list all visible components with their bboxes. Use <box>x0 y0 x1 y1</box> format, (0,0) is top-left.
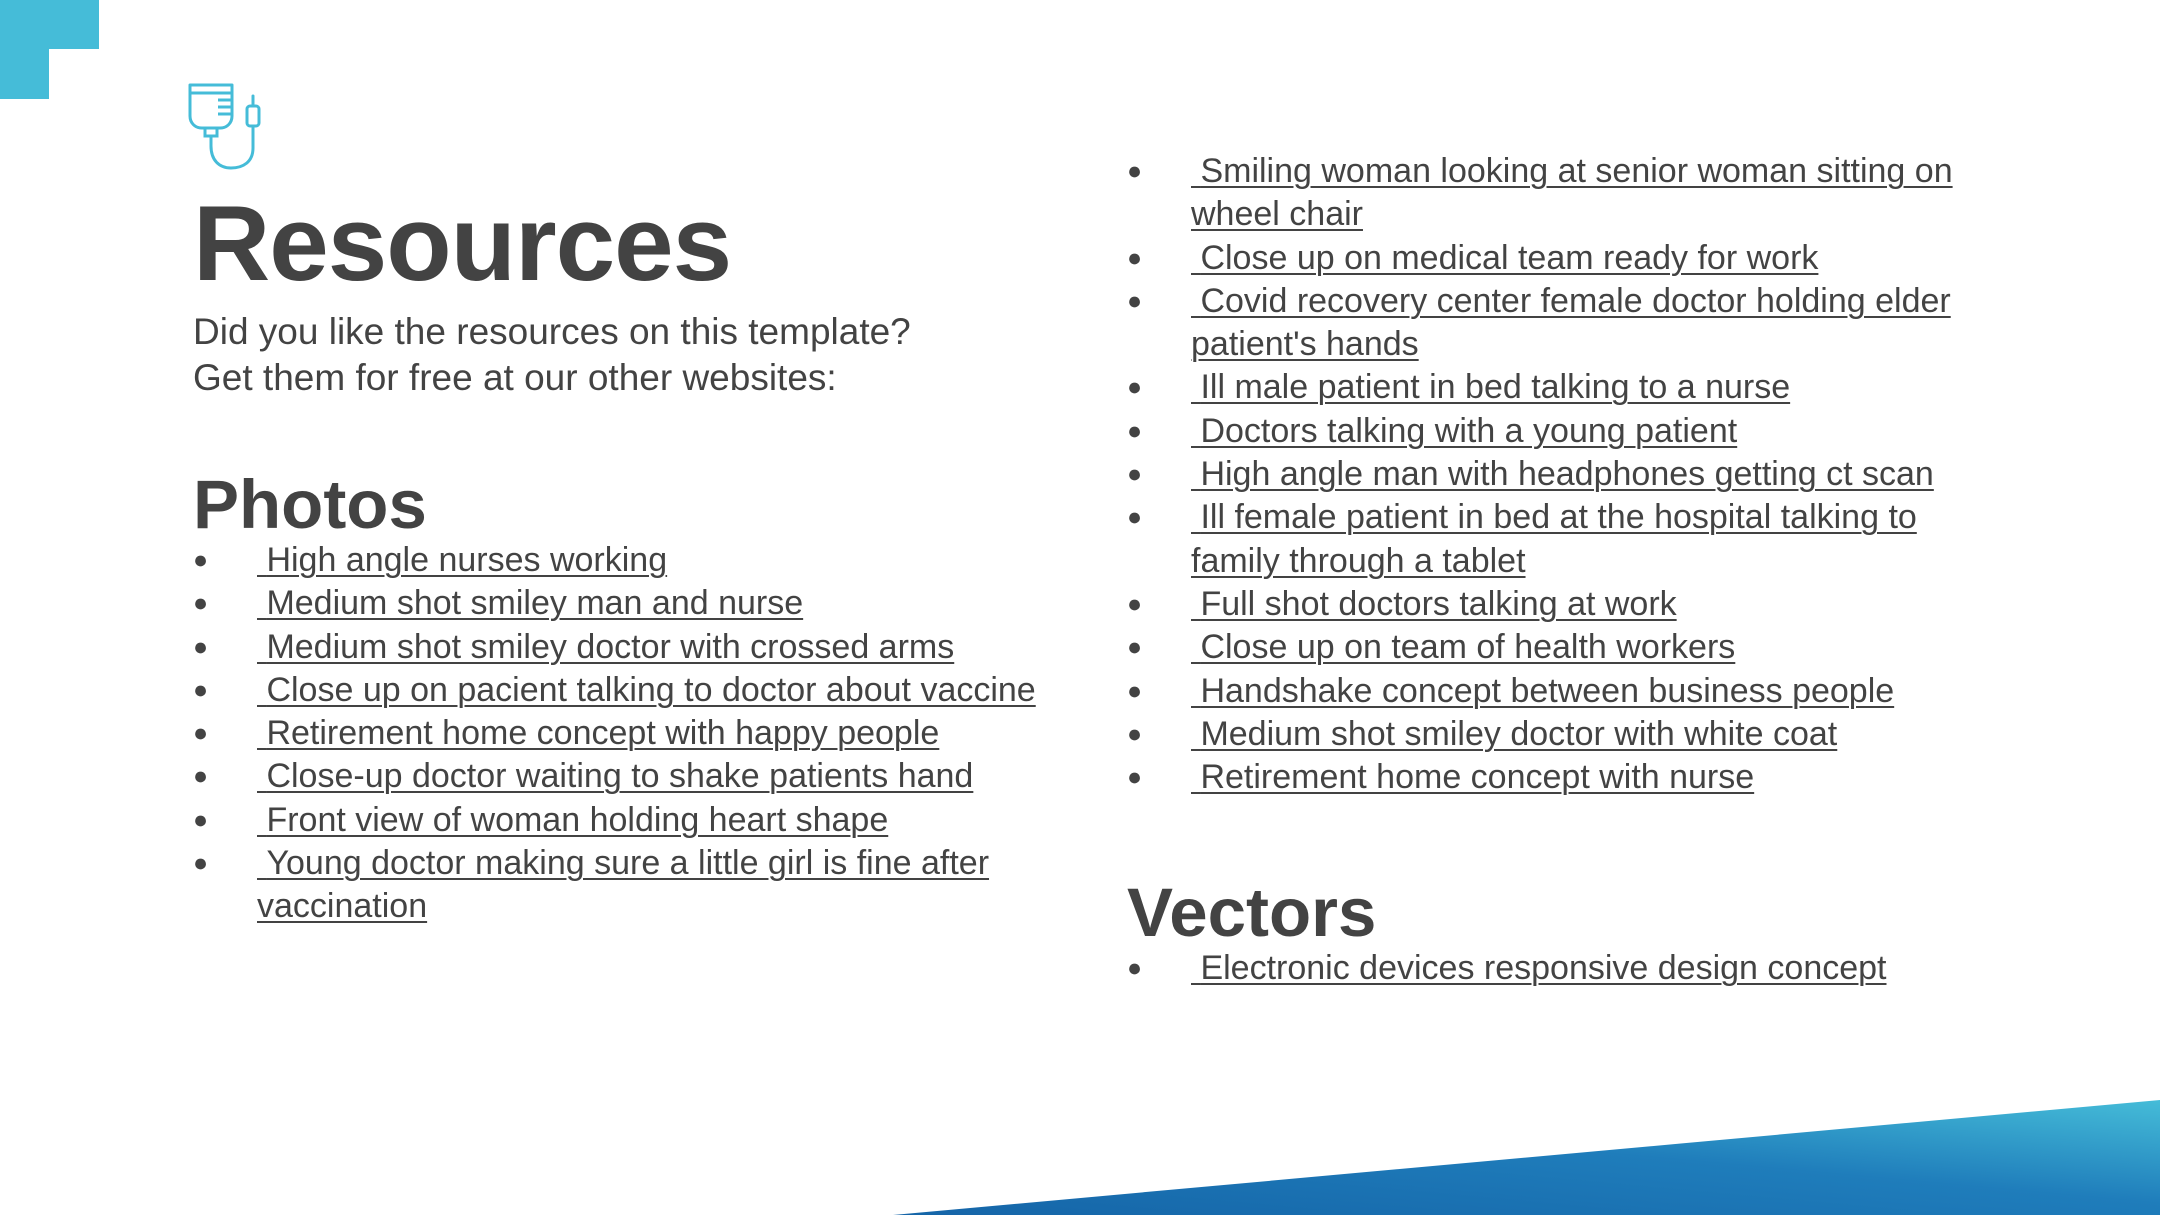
resource-link[interactable]: Front view of woman holding heart shape <box>266 800 889 839</box>
list-item <box>1127 626 2007 669</box>
bullet-icon: ● <box>1127 954 1143 983</box>
resource-link[interactable]: High angle man with headphones getting ct scan <box>1200 455 1934 494</box>
list-item <box>193 539 1073 582</box>
list-item <box>1127 756 2007 799</box>
list-item <box>1127 670 2007 713</box>
bullet-icon: ● <box>193 632 209 661</box>
list-item <box>1127 237 2007 280</box>
resource-link[interactable]: Smiling woman looking at senior woman sitting on wheel chair <box>1191 152 1953 234</box>
list-item <box>193 582 1073 625</box>
list-item <box>1127 583 2007 626</box>
bullet-icon: ● <box>1127 503 1143 532</box>
list-item <box>193 626 1073 669</box>
right-column <box>1127 150 2007 991</box>
resource-link[interactable]: Close up on pacient talking to doctor about vaccine <box>266 670 1036 709</box>
list-item <box>1127 280 2007 367</box>
list-item <box>193 669 1073 712</box>
bullet-icon: ● <box>1127 157 1143 185</box>
list-item <box>193 712 1073 755</box>
list-item <box>1127 713 2007 756</box>
resource-link[interactable]: Doctors talking with a young patient <box>1200 411 1738 450</box>
resource-link[interactable]: Handshake concept between business people <box>1200 671 1895 710</box>
resource-link[interactable]: Full shot doctors talking at work <box>1200 584 1677 623</box>
vectors-list <box>1127 947 2007 990</box>
bullet-icon: ● <box>1127 286 1143 315</box>
bullet-icon: ● <box>193 546 209 574</box>
resource-link[interactable]: Medium shot smiley doctor with crossed arms <box>266 627 955 666</box>
photos-list <box>193 539 1073 929</box>
bullet-icon: ● <box>1127 460 1143 489</box>
resource-link[interactable]: Medium shot smiley man and nurse <box>266 584 804 623</box>
resource-link[interactable]: Medium shot smiley doctor with white coat <box>1200 714 1838 753</box>
bullet-icon: ● <box>193 589 209 618</box>
list-item <box>1127 453 2007 496</box>
bullet-icon: ● <box>1127 633 1143 662</box>
bullet-icon: ● <box>193 805 209 834</box>
list-item <box>193 842 1073 929</box>
bullet-icon: ● <box>193 719 209 748</box>
resource-link[interactable]: Retirement home concept with happy people <box>266 714 940 753</box>
list-item <box>1127 947 2007 990</box>
resource-link[interactable]: Covid recovery center female doctor holding elder patient's hands <box>1191 281 1951 364</box>
resource-link[interactable]: Ill male patient in bed talking to a nurse <box>1200 368 1791 407</box>
photos-list-continued <box>1127 150 2007 799</box>
left-column <box>193 183 1073 929</box>
photos-heading: Photos <box>193 466 427 543</box>
list-item <box>1127 410 2007 453</box>
list-item <box>193 755 1073 798</box>
resource-link[interactable]: Retirement home concept with nurse <box>1200 758 1755 797</box>
resource-link[interactable]: Electronic devices responsive design concept <box>1200 949 1887 988</box>
list-item <box>193 799 1073 842</box>
bullet-icon: ● <box>1127 416 1143 445</box>
resource-link[interactable]: Ill female patient in bed at the hospital talking to family through a tablet <box>1191 498 1917 580</box>
bullet-icon: ● <box>1127 719 1143 748</box>
resource-link[interactable]: Close-up doctor waiting to shake patients hand <box>266 757 974 796</box>
bullet-icon: ● <box>1127 373 1143 402</box>
bottom-gradient-decoration <box>0 1100 2160 1215</box>
vectors-heading: Vectors <box>1127 874 1377 952</box>
resource-link[interactable]: Young doctor making sure a little girl is fine after vaccination <box>257 844 990 926</box>
bullet-icon: ● <box>1127 763 1143 792</box>
iv-drip-bag-icon <box>186 82 268 172</box>
list-item <box>1127 150 2007 237</box>
resource-link[interactable]: High angle nurses working <box>266 541 668 579</box>
subtitle-line: Get them for free at our other websites: <box>193 357 837 398</box>
bullet-icon: ● <box>193 762 209 791</box>
resource-link[interactable]: Close up on team of health workers <box>1200 628 1736 667</box>
page-title: Resources <box>193 183 732 303</box>
list-item <box>1127 496 2007 583</box>
list-item <box>1127 366 2007 409</box>
bullet-icon: ● <box>193 675 209 704</box>
subtitle <box>193 309 1073 401</box>
subtitle-line: Did you like the resources on this template? <box>193 311 911 352</box>
bullet-icon: ● <box>1127 243 1143 272</box>
bullet-icon: ● <box>1127 589 1143 618</box>
resource-link[interactable]: Close up on medical team ready for work <box>1200 238 1819 277</box>
corner-decoration <box>0 0 99 99</box>
bullet-icon: ● <box>1127 676 1143 705</box>
bullet-icon: ● <box>193 849 209 878</box>
